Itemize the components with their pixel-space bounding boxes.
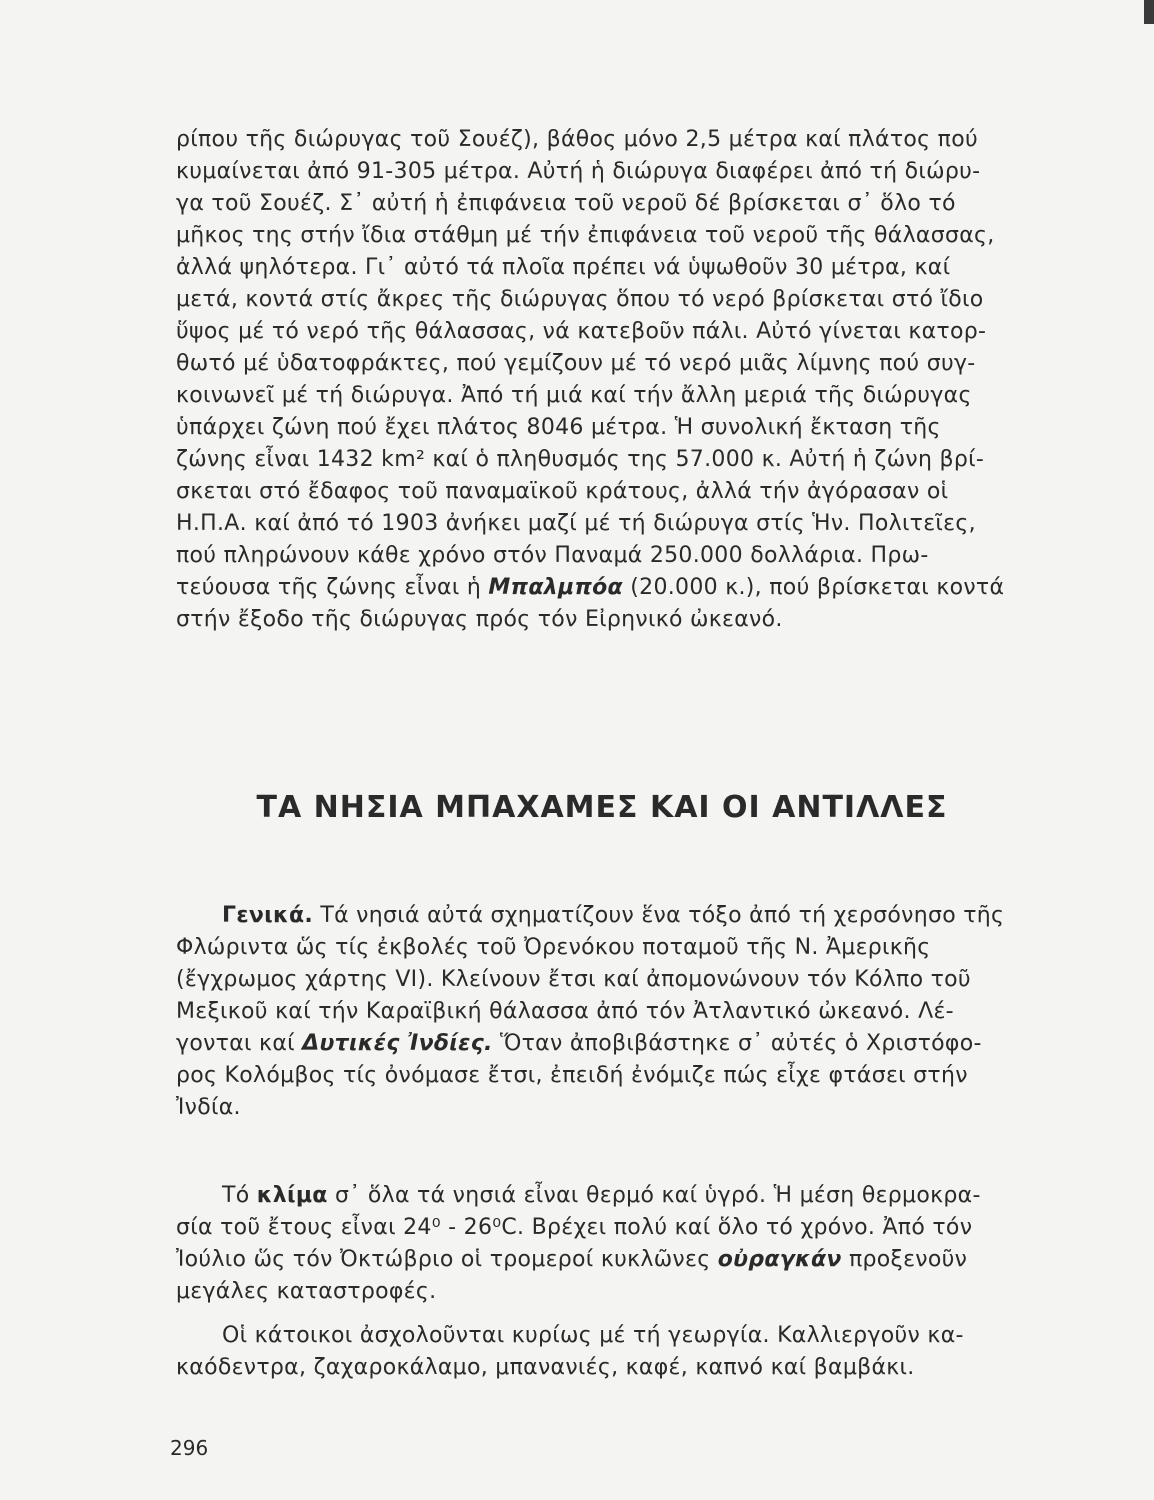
text-line: Η.Π.Α. καί ἀπό τό 1903 ἀνήκει μαζί μέ τή διώρυγα στίς Ἡν. Πολιτεῖες, [176, 511, 976, 536]
text-segment: Ἰούλιο ὥς τόν Ὀκτώβριο οἱ τρομεροί κυκλῶνες [176, 1247, 718, 1272]
text-line [176, 1180, 1028, 1212]
text-line [176, 1028, 1028, 1060]
text-segment: γονται καί [176, 1031, 303, 1056]
text-line: ὑπάρχει ζώνη πού ἔχει πλάτος 8046 μέτρα. Ἡ συνολική ἔκταση τῆς [176, 415, 941, 440]
text-segment: Τά νησιά αὐτά σχηματίζουν ἕνα τόξο ἀπό τή χερσόνησο τῆς [313, 903, 1005, 928]
text-line: Φλώριντα ὥς τίς ἐκβολές τοῦ Ὀρενόκου ποταμοῦ τῆς Ν. Ἀμερικῆς [176, 935, 931, 960]
text-line: μεγάλες καταστροφές. [176, 1279, 437, 1304]
text-segment: προξενοῦν [841, 1247, 968, 1272]
text-line [176, 572, 1028, 604]
text-line: ρος Κολόμβος τίς ὀνόμασε ἔτσι, ἐπειδή ἐνόμιζε πώς εἶχε φτάσει στήν [176, 1063, 968, 1088]
text-line: μῆκος της στήν ἴδια στάθμη μέ τήν ἐπιφάνεια τοῦ νεροῦ τῆς θάλασσας, [176, 223, 995, 248]
text-line: (ἔγχρωμος χάρτης VI). Κλείνουν ἔτσι καί ἀπομονώνουν τόν Κόλπο τοῦ [176, 967, 971, 992]
text-segment: Ὅταν ἀποβιβάστηκε σ᾿ αὐτές ὁ Χριστόφο- [492, 1031, 982, 1056]
paragraph-climate [176, 1180, 1028, 1308]
paragraph-inhabitants [176, 1320, 1028, 1384]
text-line: θωτό μέ ὑδατοφράκτες, πού γεμίζουν μέ τό νερό μιᾶς λίμνης πού συγ- [176, 351, 976, 376]
text-line: ζώνης εἶναι 1432 km² καί ὁ πληθυσμός της 57.000 κ. Αὐτή ἡ ζώνη βρί- [176, 447, 985, 472]
text-line: κοινωνεῖ μέ τή διώρυγα. Ἀπό τή μιά καί τήν ἄλλη μεριά τῆς διώρυγας [176, 383, 972, 408]
text-line: ὕψος μέ τό νερό τῆς θάλασσας, νά κατεβοῦν πάλι. Αὐτό γίνεται κατορ- [176, 319, 987, 344]
text-segment: τεύουσα τῆς ζώνης εἶναι ἡ [176, 575, 489, 600]
page-edge-mark [1144, 0, 1154, 24]
page-number: 296 [170, 1436, 209, 1460]
text-line: κυμαίνεται ἀπό 91-305 μέτρα. Αὐτή ἡ διώρυγα διαφέρει ἀπό τή διώρυ- [176, 159, 981, 184]
text-segment: (20.000 κ.), πού βρίσκεται κοντά [622, 575, 1005, 600]
text-line: ἀλλά ψηλότερα. Γι᾿ αὐτό τά πλοῖα πρέπει νά ὑψωθοῦν 30 μέτρα, καί [176, 255, 951, 280]
lead-term: Γενικά. [222, 903, 314, 928]
text-line: ρίπου τῆς διώρυγας τοῦ Σουέζ), βάθος μόνο 2,5 μέτρα καί πλάτος πού [176, 127, 978, 152]
text-line [176, 900, 1028, 932]
text-line: Ἰνδία. [176, 1095, 241, 1120]
text-line: σία τοῦ ἔτους εἶναι 24⁰ - 26⁰C. Βρέχει πολύ καί ὅλο τό χρόνο. Ἀπό τόν [176, 1215, 973, 1240]
text-segment: σ᾿ ὅλα τά νησιά εἶναι θερμό καί ὑγρό. Ἡ μέση θερμοκρα- [327, 1183, 981, 1208]
text-line: σκεται στό ἔδαφος τοῦ παναμαϊκοῦ κράτους, ἀλλά τήν ἀγόρασαν οἱ [176, 479, 949, 504]
emphasis-climate: κλίμα [256, 1183, 328, 1208]
text-line: μετά, κοντά στίς ἄκρες τῆς διώρυγας ὅπου τό νερό βρίσκεται στό ἴδιο [176, 287, 984, 312]
text-line [176, 1320, 1028, 1352]
text-line [176, 1244, 1028, 1276]
paragraph-general [176, 900, 1028, 1124]
text-line: καόδεντρα, ζαχαροκάλαμο, μπανανιές, καφέ, καπνό καί βαμβάκι. [176, 1355, 915, 1380]
text-line: πού πληρώνουν κάθε χρόνο στόν Παναμά 250.000 δολλάρια. Πρω- [176, 543, 929, 568]
emphasis-hurricane: οὐραγκάν [717, 1247, 842, 1272]
text-segment: Οἱ κάτοικοι ἀσχολοῦνται κυρίως μέ τή γεωργία. Καλλιεργοῦν κα- [222, 1323, 964, 1348]
emphasis-balboa: Μπαλμπόα [488, 575, 623, 600]
emphasis-west-indies: Δυτικές Ἰνδίες. [302, 1031, 493, 1056]
paragraph-panama-canal [176, 124, 1028, 636]
text-segment: Τό [222, 1183, 257, 1208]
text-line: γα τοῦ Σουέζ. Σ᾿ αὐτή ἡ ἐπιφάνεια τοῦ νεροῦ δέ βρίσκεται σ᾿ ὅλο τό [176, 191, 956, 216]
section-heading: ΤΑ ΝΗΣΙΑ ΜΠΑΧΑΜΕΣ ΚΑΙ ΟΙ ΑΝΤΙΛΛΕΣ [256, 790, 948, 825]
text-line: Μεξικοῦ καί τήν Καραϊβική θάλασσα ἀπό τόν Ἀτλαντικό ὠκεανό. Λέ- [176, 999, 954, 1024]
text-line: στήν ἔξοδο τῆς διώρυγας πρός τόν Εἰρηνικό ὠκεανό. [176, 607, 783, 632]
